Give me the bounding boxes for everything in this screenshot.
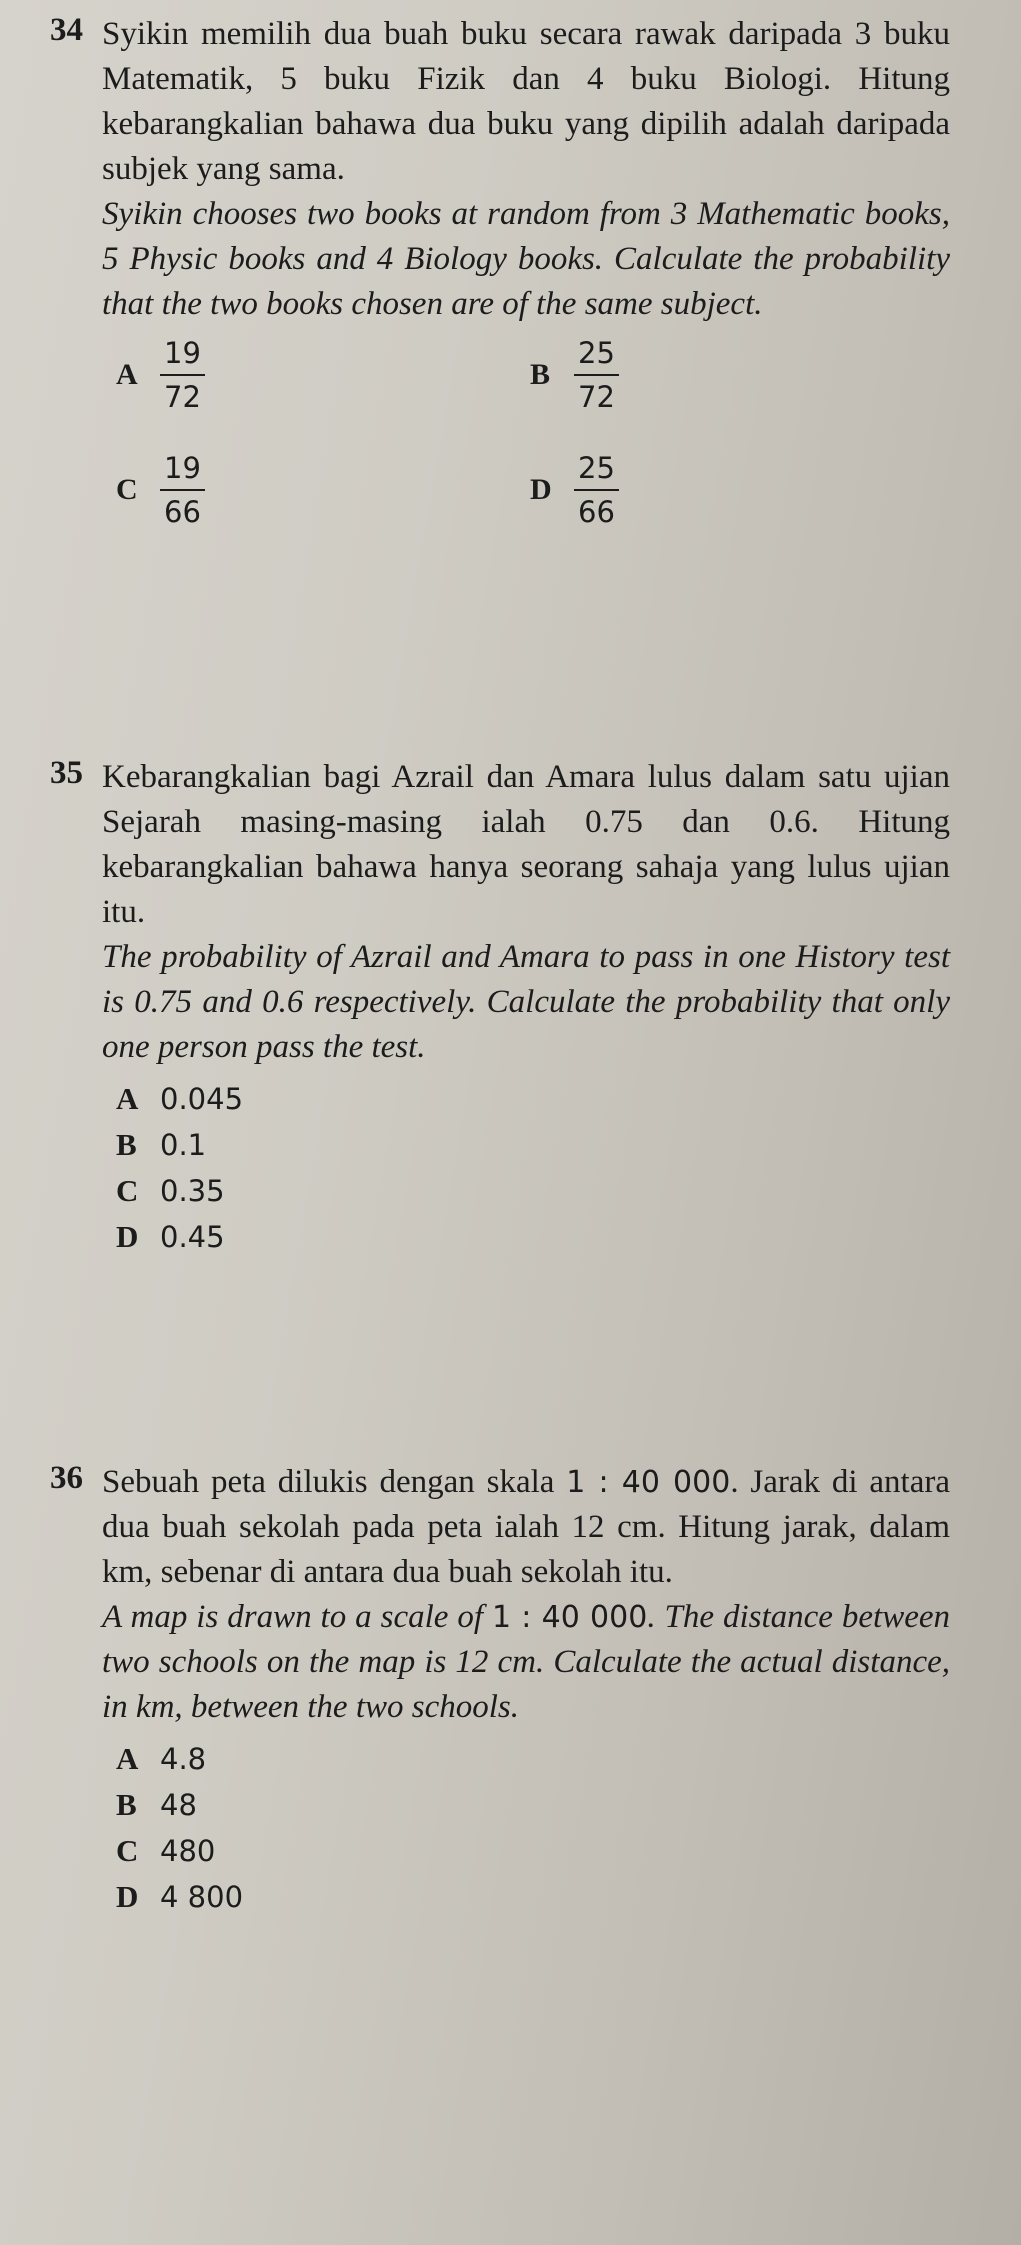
numerator: 25 <box>574 335 619 376</box>
option-letter: A <box>116 1081 139 1116</box>
numerator: 19 <box>160 450 205 491</box>
english-text-part: A map is drawn to a scale of <box>102 1599 492 1635</box>
denominator: 66 <box>578 495 615 529</box>
fraction <box>160 335 205 415</box>
option-b[interactable] <box>116 1782 950 1828</box>
map-scale: 1 : 40 000 <box>566 1465 731 1500</box>
option-b[interactable] <box>530 335 619 415</box>
option-value: 0.045 <box>160 1082 244 1116</box>
option-letter: B <box>116 1127 137 1162</box>
question-text-english <box>102 1595 950 1730</box>
option-letter: A <box>116 358 138 391</box>
fraction <box>574 335 619 415</box>
option-value: 48 <box>160 1788 197 1822</box>
answer-options <box>116 1076 950 1260</box>
question-number: 35 <box>50 755 83 791</box>
option-letter: C <box>116 1173 139 1208</box>
option-c[interactable] <box>116 450 205 530</box>
option-letter: B <box>530 358 551 391</box>
option-a[interactable] <box>116 335 205 415</box>
malay-text-part: . Jarak di antara dua buah sekolah pada peta ialah 12 cm. Hitung jarak, dalam km, sebenar di antara dua buah sekolah itu. <box>102 1464 950 1590</box>
option-letter: D <box>116 1219 139 1254</box>
question-number: 36 <box>50 1460 83 1496</box>
option-letter: D <box>116 1879 139 1914</box>
answer-options <box>116 1736 950 1920</box>
option-c[interactable] <box>116 1168 950 1214</box>
option-a[interactable] <box>116 1076 950 1122</box>
question-35 <box>50 755 950 1260</box>
option-value: 0.1 <box>160 1128 207 1162</box>
option-letter: C <box>116 1833 139 1868</box>
option-value: 0.45 <box>160 1220 225 1254</box>
denominator: 72 <box>578 380 615 414</box>
map-scale: 1 : 40 000 <box>491 1600 648 1635</box>
question-36 <box>50 1460 950 1920</box>
answer-options <box>116 335 950 575</box>
question-text-english: The probability of Azrail and Amara to pass in one History test is 0.75 and 0.6 respectively. Calculate the probability that only one person pass the test. <box>102 939 950 1065</box>
question-text-english: Syikin chooses two books at random from 3 Mathematic books, 5 Physic books and 4 Biology books. Calculate the probability that the two books chosen are of the same subject. <box>102 196 950 322</box>
option-letter: D <box>530 473 552 506</box>
question-34 <box>50 12 950 575</box>
option-value: 4 800 <box>160 1880 244 1914</box>
question-number: 34 <box>50 12 83 48</box>
option-c[interactable] <box>116 1828 950 1874</box>
option-d[interactable] <box>116 1874 950 1920</box>
option-value: 0.35 <box>160 1174 225 1208</box>
denominator: 66 <box>164 495 201 529</box>
question-text-malay: Syikin memilih dua buah buku secara rawak daripada 3 buku Matematik, 5 buku Fizik dan 4 buku Biologi. Hitung kebarangkalian bahawa dua buku yang dipilih adalah daripada subjek yang sama. <box>102 16 950 187</box>
numerator: 25 <box>574 450 619 491</box>
question-text-malay: Kebarangkalian bagi Azrail dan Amara lulus dalam satu ujian Sejarah masing-masing ialah 0.75 dan 0.6. Hitung kebarangkalian bahawa hanya seorang sahaja yang lulus ujian itu. <box>102 759 950 930</box>
option-letter: A <box>116 1741 139 1776</box>
fraction <box>574 450 619 530</box>
denominator: 72 <box>164 380 201 414</box>
option-letter: C <box>116 473 138 506</box>
option-b[interactable] <box>116 1122 950 1168</box>
option-d[interactable] <box>530 450 619 530</box>
option-value: 480 <box>160 1834 216 1868</box>
malay-text-part: Sebuah peta dilukis dengan skala <box>102 1464 567 1500</box>
question-text-malay <box>102 1460 950 1595</box>
option-a[interactable] <box>116 1736 950 1782</box>
numerator: 19 <box>160 335 205 376</box>
option-d[interactable] <box>116 1214 950 1260</box>
fraction <box>160 450 205 530</box>
english-text-part: . The distance between two schools on the map is 12 cm. Calculate the actual distance, in km, between the two schools. <box>102 1599 950 1725</box>
option-letter: B <box>116 1787 137 1822</box>
option-value: 4.8 <box>160 1742 207 1776</box>
